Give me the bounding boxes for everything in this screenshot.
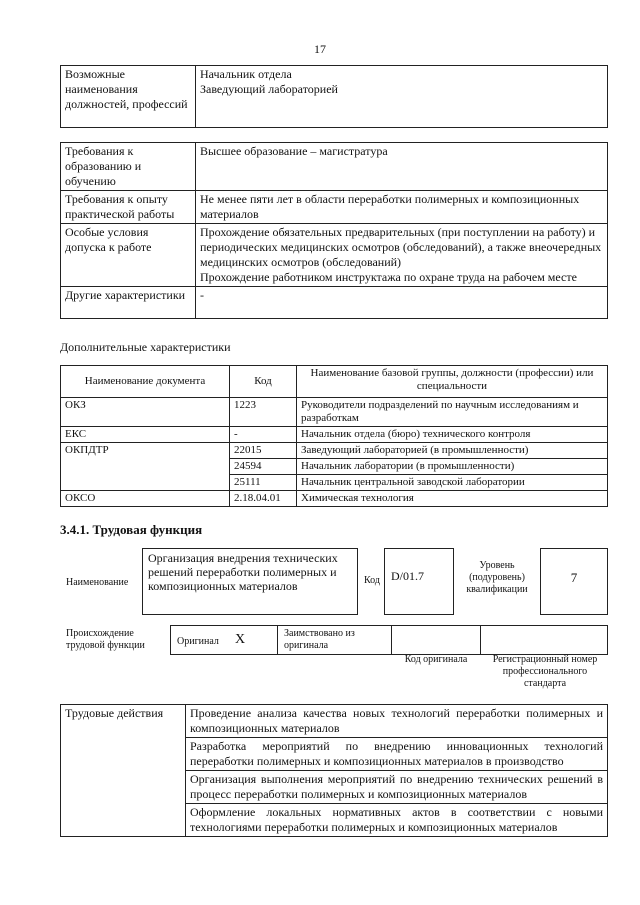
action-item: Оформление локальных нормативных актов в соответствии с новыми технологиями переработки полимерных и композиционных материалов [186, 804, 608, 837]
name-label: Наименование [66, 577, 129, 588]
cell-doc: ОКЗ [61, 398, 230, 427]
positions-values [196, 66, 608, 128]
origin-label: Происхождение трудовой функции [66, 628, 145, 651]
borrowed-cell: Заимствовано из оригинала [277, 625, 392, 655]
req-label-education: Требования к образованию и обучению [61, 143, 196, 191]
additional-table [60, 365, 608, 507]
table-row [61, 398, 608, 427]
table-row [61, 443, 608, 459]
cell-code: 24594 [230, 459, 297, 475]
table-row [61, 705, 608, 738]
orig-code-cell [391, 625, 481, 655]
req-label-experience: Требования к опыту практической работы [61, 191, 196, 224]
req-value-education: Высшее образование – магистратура [196, 143, 608, 191]
cell-code: 1223 [230, 398, 297, 427]
req-label-conditions: Особые условия допуска к работе [61, 224, 196, 287]
cell-name: Начальник центральной заводской лаборатории [297, 475, 608, 491]
col-header-name: Наименование базовой группы, должности (профессии) или специальности [297, 366, 608, 398]
function-code: D/01.7 [384, 548, 454, 615]
condition-item: Прохождение работником инструктажа по охране труда на рабочем месте [200, 270, 577, 284]
req-value-other: - [196, 287, 608, 319]
col-header-code: Код [230, 366, 297, 398]
cell-name: Химическая технология [297, 491, 608, 507]
cell-doc: ОКСО [61, 491, 230, 507]
col-header-document: Наименование документа [61, 366, 230, 398]
cell-code: - [230, 427, 297, 443]
cell-doc: ЕКС [61, 427, 230, 443]
orig-code-label: Код оригинала [404, 654, 468, 665]
function-heading: 3.4.1. Трудовая функция [60, 522, 203, 537]
level-label: Уровень (подуровень) квалификации [466, 560, 528, 595]
additional-title: Дополнительные характеристики [60, 340, 231, 354]
positions-table [60, 65, 608, 128]
reg-number-cell [480, 625, 608, 655]
cell-name: Начальник отдела (бюро) технического контроля [297, 427, 608, 443]
action-item: Организация выполнения мероприятий по внедрению технических решений в процесс переработки полимерных и композиционных материалов [186, 771, 608, 804]
actions-label: Трудовые действия [61, 705, 186, 837]
position-item: Заведующий лабораторией [200, 82, 338, 96]
cell-name: Руководители подразделений по научным исследованиям и разработкам [297, 398, 608, 427]
action-item: Проведение анализа качества новых технологий переработки полимерных и композиционных материалов [186, 705, 608, 738]
page-number: 17 [314, 42, 326, 56]
cell-code: 22015 [230, 443, 297, 459]
table-row [61, 491, 608, 507]
action-item: Разработка мероприятий по внедрению инновационных технологий переработки полимерных и композиционных материалов в производство [186, 738, 608, 771]
original-mark: X [235, 632, 246, 647]
cell-name: Заведующий лабораторией (в промышленности) [297, 443, 608, 459]
cell-code: 25111 [230, 475, 297, 491]
function-level: 7 [540, 548, 608, 615]
req-value-conditions [196, 224, 608, 287]
req-label-other: Другие характеристики [61, 287, 196, 319]
cell-code: 2.18.04.01 [230, 491, 297, 507]
cell-name: Начальник лаборатории (в промышленности) [297, 459, 608, 475]
original-label: Оригинал [177, 636, 219, 647]
positions-label: Возможные наименования должностей, профессий [61, 66, 196, 128]
code-label: Код [364, 575, 380, 586]
req-value-experience: Не менее пяти лет в области переработки полимерных и композиционных материалов [196, 191, 608, 224]
reg-number-label: Регистрационный номер профессионального стандарта [492, 654, 598, 689]
condition-item: Прохождение обязательных предварительных (при поступлении на работу) и периодических медицинских осмотров (обследований), а также внеочередных медицинских осмотров (обследований) [200, 225, 602, 269]
original-cell [170, 625, 278, 655]
table-row [61, 427, 608, 443]
function-name: Организация внедрения технических решений переработки полимерных и композиционных материалов [142, 548, 358, 615]
cell-doc: ОКПДТР [61, 443, 230, 491]
position-item: Начальник отдела [200, 67, 292, 81]
actions-table [60, 704, 608, 837]
requirements-table [60, 142, 608, 319]
